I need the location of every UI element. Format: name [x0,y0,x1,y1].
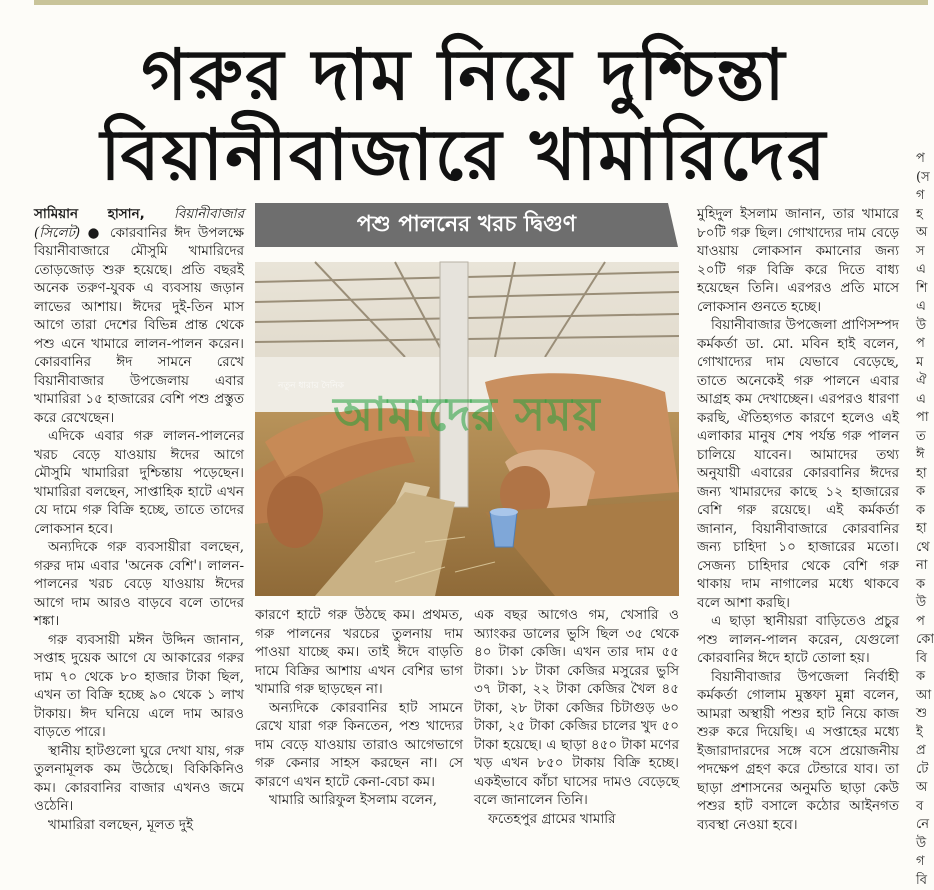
edge-fragment: প [916,150,928,169]
edge-fragment: স [916,243,928,262]
edge-fragment: ম [916,354,928,373]
dateline-place: বিয়ানীবাজার (সিলেট) [34,206,244,241]
edge-fragment: হা [916,465,928,484]
edge-fragment: ঐ [916,372,928,391]
edge-fragment: ক [916,668,928,687]
top-rule [34,0,928,5]
edge-fragment: ক [916,576,928,595]
edge-fragment: গ [916,853,928,872]
edge-fragment: বি [916,650,928,669]
edge-fragment: বি [916,872,928,890]
headline-line-1: গরুর দাম নিয়ে দুশ্চিন্তা [0,30,928,120]
edge-fragment: উ [916,835,928,854]
paragraph: বিয়ানীবাজার উপজেলা প্রাণিসম্পদ কর্মকর্তা ডা. মো. মবিন হাই বলেন, গোখাদ্যের দাম যেভাবে বেড়েছে, তাতে অনেকেই গরু পালনে এবার আগ্রহ কম দেখাচ্ছেন। এরপরও ধারণা করছি, ঐতিহ্যগত কারণে হলেও এই এলাকার মানুষ শেষ পর্যন্ত গরু পালন চালিয়ে যাবেন। আমাদের তথ্য অনুযায়ী এবারের কোরবানির ঈদের জন্য খামারদের কাছে ১২ হাজারের বেশি গরু রয়েছে। এই কর্মকর্তা জানান, বিয়ানীবাজারে কোরবানির জন্য চাহিদা ১০ হাজারের মতো। সেজন্য চাহিদার থেকে বেশি গরু থাকায় দাম নাগালের মধ্যে থাকবে বলে আশা করছি। [697,316,899,612]
edge-fragment: নে [916,816,928,835]
paragraph: স্থানীয় হাটগুলো ঘুরে দেখা যায়, গরু তুলনামূলক কম উঠেছে। বিকিকিনিও কম। কোরবানির বাজার এখনও জমে ওঠেনি। [34,742,244,816]
adjacent-article-edge [916,150,928,839]
article-column-2 [255,606,463,836]
paragraph: বিয়ানীবাজার উপজেলা নির্বাহী কর্মকর্তা গোলাম মুস্তফা মুন্না বলেন, আমরা অস্থায়ী পশুর হাট নিয়ে কাজ শুরু করে দিয়েছি। এ সপ্তাহের মধ্যে ইজারাদারদের সঙ্গে বসে প্রয়োজনীয় পদক্ষেপ গ্রহণ করে টেন্ডারে যাব। তা ছাড়া প্রশাসনের অনুমতি ছাড়া কেউ পশুর হাট বসালে কঠোর আইনগত ব্যবস্থা নেওয়া হবে। [697,668,899,835]
byline [34,205,244,427]
photo-credit: নতুন ধারার দৈনিক [278,378,344,393]
edge-fragment: প [916,613,928,632]
edge-fragment: অ [916,224,928,243]
paragraph: মুহিদুল ইসলাম জানান, তার খামারে ৮০টি গরু ছিল। গোখাদ্যের দাম বেড়ে যাওয়ায় লোকসান কমানোর জন্য ২০টি গরু বিক্রি করে দিতে বাধ্য হয়েছেন তিনি। এরপরও প্রতি মাসে লোকসান গুনতে হচ্ছে। [697,205,899,316]
edge-fragment: ক [916,483,928,502]
edge-fragment: উ [916,317,928,336]
paragraph: অন্যদিকে গরু ব্যবসায়ীরা বলছেন, গরুর দাম এবার 'অনেক বেশি'। লালন-পালনের খরচ বেড়ে যাওয়ায় ঈদের আগে দাম আরও বাড়বে বলে তাদের শঙ্কা। [34,538,244,631]
paragraph: এ ছাড়া স্থানীয়রা বাড়িতেও প্রচুর পশু লালন-পালন করেন, যেগুলো কোরবানির ঈদে হাটে তোলা হয়। [697,612,899,668]
article-column-4 [697,205,899,835]
edge-fragment: (স [916,169,928,188]
article-column-1 [34,205,244,835]
paragraph: গরু ব্যবসায়ী মঈন উদ্দিন জানান, সপ্তাহ দুয়েক আগে যে আকারের গরুর দাম ৭০ থেকে ৮০ হাজার টাকা ছিল, এখন তা বিক্রি হচ্ছে ৯০ থেকে ১ লাখ টাকায়। ঈদ ঘনিয়ে এলে দাম আরও বাড়তে পারে। [34,631,244,742]
edge-fragment: গ [916,187,928,206]
edge-fragment: ঈ [916,446,928,465]
edge-fragment: শু [916,705,928,724]
paragraph: খামারিরা বলছেন, মূলত দুই [34,816,244,835]
article-column-3 [474,606,679,836]
edge-fragment: এ [916,261,928,280]
edge-fragment: উ [916,594,928,613]
edge-fragment: এ [916,391,928,410]
subheadline: পশু পালনের খরচ দ্বিগুণ [255,203,678,247]
edge-fragment: পা [916,409,928,428]
edge-fragment: ত [916,428,928,447]
edge-fragment: ই [916,724,928,743]
paragraph: খামারি আরিফুল ইসলাম বলেন, [255,791,463,810]
edge-fragment: ক [916,502,928,521]
edge-fragment: ব [916,798,928,817]
paragraph: এদিকে এবার গরু লালন-পালনের খরচ বেড়ে যাওয়ায় ঈদের আগে মৌসুমি খামারিরা দুশ্চিন্তায় পড়েছেন। খামারিরা বলছেন, সাপ্তাহিক হাটে এখন যে দামে গরু বিক্রি হচ্ছে, তাতে তাদের লোকসান হবে। [34,427,244,538]
headline-line-2: বিয়ানীবাজারে খামারিদের [0,110,928,200]
author: সামিয়ান হাসান, [34,206,145,222]
edge-fragment: শি [916,280,928,299]
edge-fragment: অ [916,779,928,798]
edge-fragment: আ [916,687,928,706]
edge-fragment: থে [916,539,928,558]
edge-fragment: কো [916,631,928,650]
edge-fragment: হা [916,520,928,539]
paragraph: অন্যদিকে কোরবানির হাট সামনে রেখে যারা গরু কিনতেন, পশু খাদ্যের দাম বেড়ে যাওয়ায় তারাও আগেভাগে গরু কেনার সাহস করছেন না। সে কারণে এখন হাটে কেনা-বেচা কম। [255,699,463,792]
edge-fragment: প [916,335,928,354]
watermark-logo: আমাদের সময় [255,380,679,456]
edge-fragment: প্র [916,742,928,761]
paragraph: ফতেহপুর গ্রামের খামারি [474,810,679,829]
paragraph: কারণে হাটে গরু উঠছে কম। প্রথমত, গরু পালনের খরচের তুলনায় দাম পাওয়া যাচ্ছে কম। তাই ঈদে বাড়তি দামে বিক্রির আশায় এখন বেশির ভাগ খামারি গরু ছাড়ছেন না। [255,606,463,699]
edge-fragment: না [916,557,928,576]
edge-fragment: এ [916,298,928,317]
paragraph: কোরবানির ঈদ উপলক্ষে বিয়ানীবাজারে মৌসুমি খামারিদের তোড়জোড় শুরু হয়েছে। প্রতি বছরই অনেক তরুণ-যুবক এ ব্যবসায় জড়ান লাভের আশায়। ঈদের দুই-তিন মাস আগে তারা দেশের বিভিন্ন প্রান্ত থেকে পশু এনে খামারে লালন-পালন করেন। কোরবানির ঈদ সামনে রেখে বিয়ানীবাজার উপজেলায় এবার খামারিরা ১৫ হাজারের বেশি পশু প্রস্তুত করে রেখেছেন। [34,225,244,426]
edge-fragment: হ [916,206,928,225]
bullet-icon: ● [88,225,103,241]
edge-fragment: টে [916,761,928,780]
paragraph: এক বছর আগেও গম, খেসারি ও অ্যাংকর ডালের ভুসি ছিল ৩৫ থেকে ৪০ টাকা কেজি। এখন তার দাম ৫৫ টাকা। ১৮ টাকা কেজির মসুরের ভুসি ৩৭ টাকা, ২২ টাকা কেজির খৈল ৪৫ টাকা, ২৮ টাকা কেজির চিটাগুড় ৬০ টাকা, ২৫ টাকা কেজির চালের খুদ ৫০ টাকা হয়েছে। এ ছাড়া ৪৫০ টাকা মণের খড় এখন ৮৫০ টাকায় বিক্রি হচ্ছে। একইভাবে কাঁচা ঘাসের দামও বেড়েছে বলে জানালেন তিনি। [474,606,679,810]
